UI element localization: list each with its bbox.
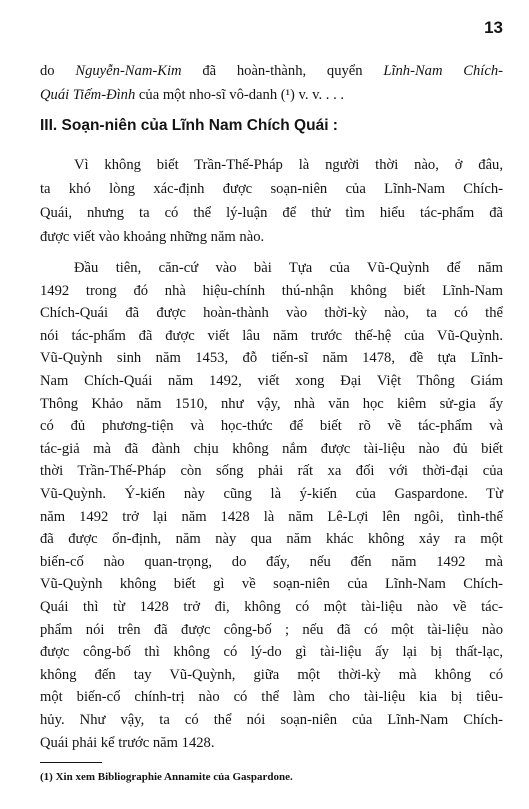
paragraph-line: Nam Chích-Quái năm 1492, viết xong Đại Việt Thông Giám [40,373,503,389]
paragraph-line: Vũ-Quỳnh. Ý-kiến này cũng là ý-kiến của Gaspardone. Từ [40,486,503,502]
paragraph-line: tác-giả mà đã đành chịu không nắm được tài-liệu nào đủ biết [40,440,503,457]
intro-line-1 [40,61,503,81]
paragraph-line: được công-bố thì không có lý-do gì tài-liệu ấy lại bị thất-lạc, [40,644,503,661]
paragraph-line: Quái thì từ 1428 trở đi, không có một tài-liệu nào về tác- [40,599,503,615]
paragraph-line: 1492 trong đó nhà hiệu-chính thú-nhận không biết Lĩnh-Nam [40,282,503,299]
paragraph-line: Quái, nhưng ta có thể lý-luận để thử tìm hiểu tác-phẩm đã [40,205,503,221]
paragraph-line: đã được ổn-định, năm này qua năm khác không xảy ra một [40,531,503,548]
paragraph-line: một biến-cố chính-trị nào có thể làm cho tài-liệu kia bị tiêu- [40,689,503,706]
paragraph-line: thời Trần-Thế-Pháp còn sống phải rất xa đối với thời-đại của [40,463,503,480]
intro-line-2 [40,85,503,105]
paragraph-line: Quái phải kể trước năm 1428. [40,734,215,751]
paragraph-line: không đến tay Vũ-Quỳnh, giữa một thời-kỳ mà không có [40,666,503,683]
paragraph-line: năm 1492 trở lại năm 1428 là năm Lê-Lợi lên ngôi, tình-thế [40,508,503,525]
footnote: (1) Xin xem Bibliographie Annamite của Gaspardone. [40,771,293,783]
paragraph-line: có đủ phương-tiện và học-thức để biết rõ về tác-phẩm và [40,418,503,435]
author-name: Nguyễn-Nam-Kim [75,63,182,79]
text-fragment: do [40,63,76,79]
page-number: 13 [484,18,503,37]
paragraph-line: Vì không biết Trần-Thế-Pháp là người thời nào, ở đâu, [74,157,503,173]
paragraph-line: ta khó lòng xác-định được soạn-niên của Lĩnh-Nam Chích- [40,181,503,197]
section-heading: III. Soạn-niên của Lĩnh Nam Chích Quái : [40,117,338,134]
work-title: Lĩnh-Nam Chích- [383,63,503,79]
work-title: Quái Tiếm-Đình [40,87,136,103]
text-fragment: đã hoàn-thành, quyển [181,63,384,79]
paragraph-line: Vũ-Quỳnh sinh năm 1453, đỗ tiến-sĩ năm 1478, đề tựa Lĩnh- [40,350,503,367]
paragraph-line: Đầu tiên, căn-cứ vào bài Tựa của Vũ-Quỳnh để năm [74,260,503,276]
paragraph-line: Vũ-Quỳnh không biết gì về soạn-niên của Lĩnh-Nam Chích- [40,576,503,593]
paragraph-line: biến-cố nào quan-trọng, do đấy, nếu đến năm 1492 mà [40,553,503,570]
footnote-rule [40,762,102,763]
paragraph-line: được viết vào khoảng những năm nào. [40,229,265,245]
text-fragment: của một nho-sĩ vô-danh (¹) v. v. . . . [135,87,345,103]
paragraph-line: nói tác-phẩm đã được viết lâu năm trước thế-hệ của Vũ-Quỳnh. [40,327,503,344]
paragraph-line: hủy. Như vậy, ta có thể nói soạn-niên của Lĩnh-Nam Chích- [40,712,503,728]
paragraph-line: Thông Khảo năm 1510, như vậy, nhà văn học kiêm sử-gia ấy [40,395,503,412]
paragraph-line: phẩm nói trên đã được công-bố ; nếu đã có một tài-liệu nào [40,621,503,638]
paragraph-line: Chích-Quái đã được hoàn-thành vào thời-kỳ nào, ta có thể [40,305,503,322]
